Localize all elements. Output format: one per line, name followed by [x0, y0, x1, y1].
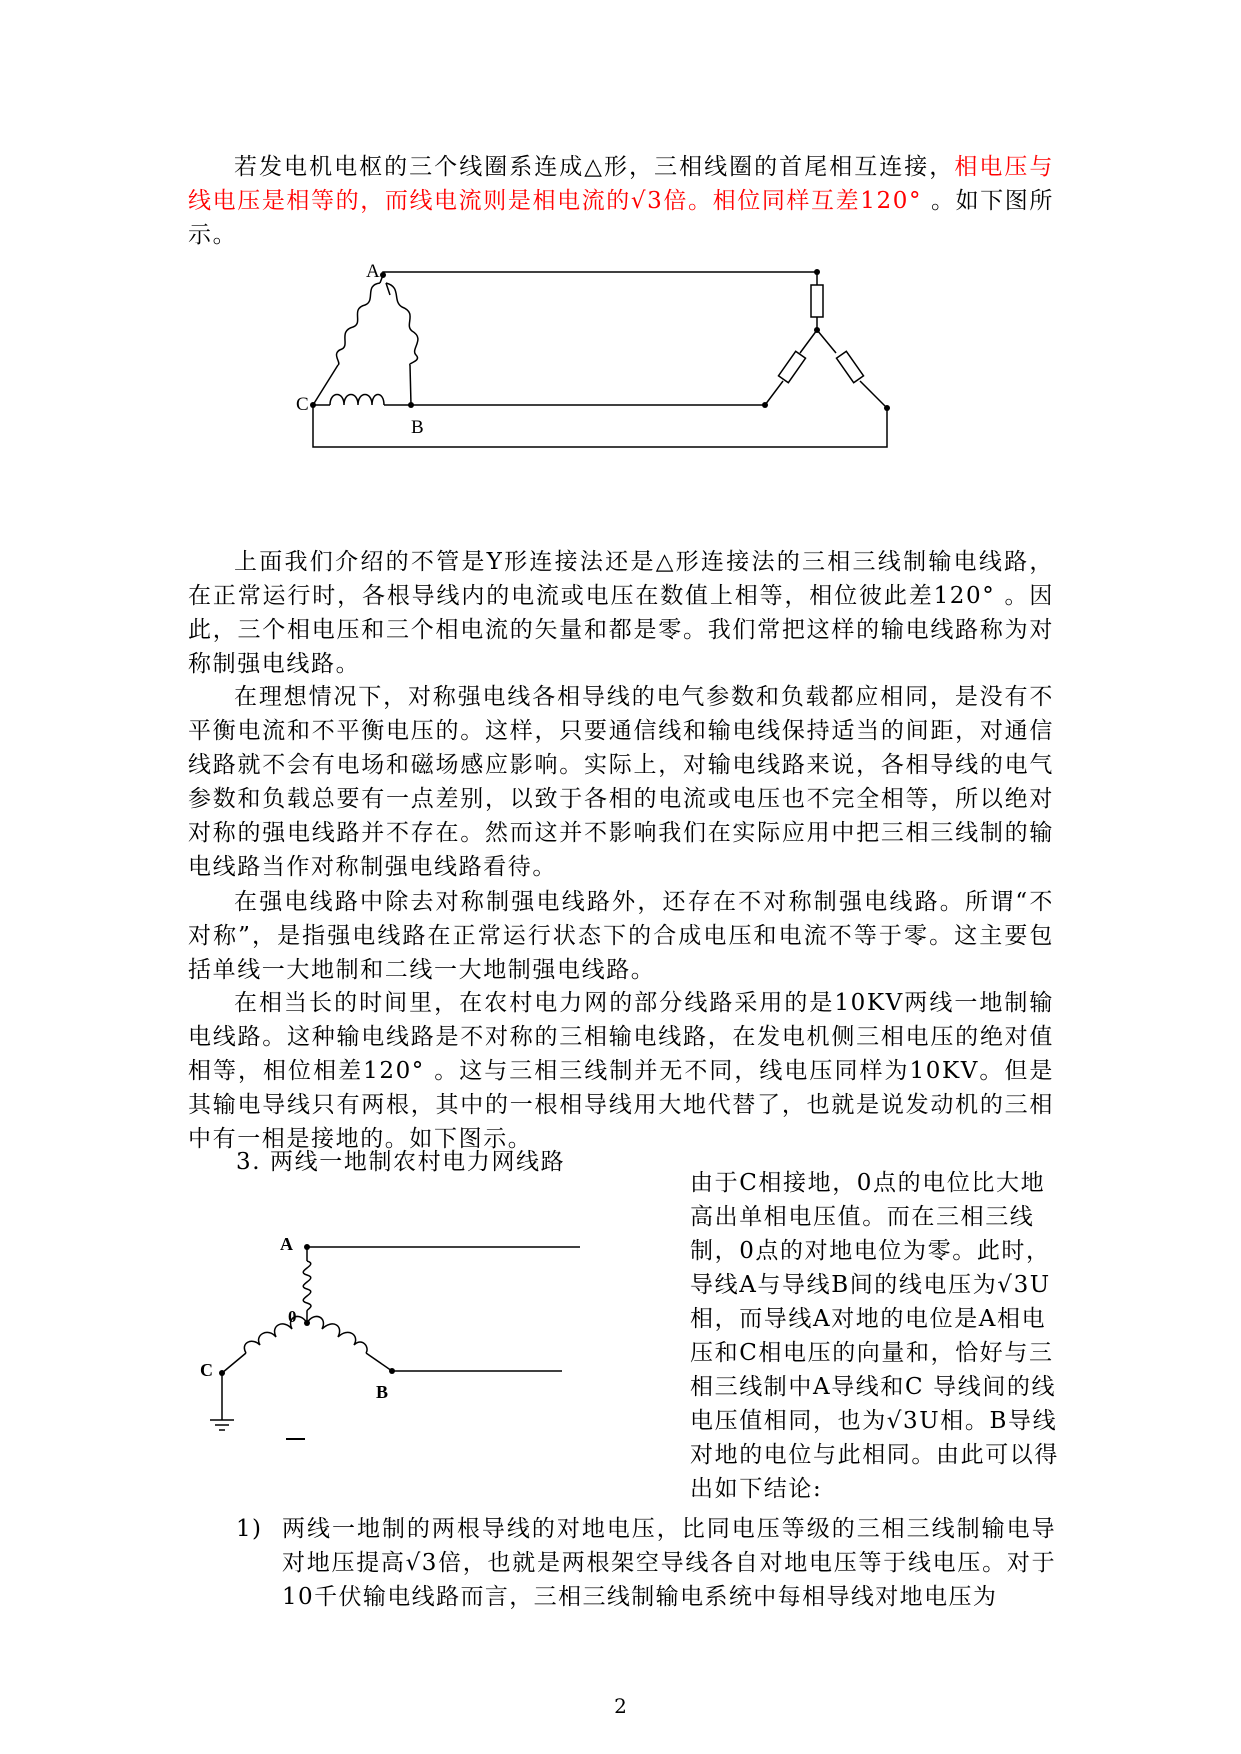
node-label-b: B: [411, 417, 424, 438]
paragraph-ideal-conditions: 在理想情况下，对称强电线各相导线的电气参数和负载都应相同，是没有不平衡电流和不平衡电压的。这样，只要通信线和输电线保持适当的间距，对通信线路就不会有电场和磁场感应影响。实际上，对输电线路来说，各相导线的电气参数和负载总要有一点差别，以致于各相的电流或电压也不完全相等，所以绝对对称的强电线路并不存在。然而这并不影响我们在实际应用中把三相三线制的输电线路当作对称制强电线路看待。: [188, 684, 1054, 880]
paragraph-delta-connection: [188, 150, 1054, 252]
node-label-c: C: [200, 1360, 213, 1380]
section-heading: 3. 两线一地制农村电力网线路: [236, 1149, 566, 1175]
paragraph-asymmetric-lines: 在强电线路中除去对称制强电线路外，还存在不对称制强电线路。所谓“不对称”，是指强电线路在正常运行状态下的合成电压和电流不等于零。这主要包括单线一大地制和二线一大地制强电线路。: [188, 889, 1054, 983]
two-wire-earth-diagram: [190, 1225, 610, 1465]
list-item-text: 两线一地制的两根导线的对地电压，比同电压等级的三相三线制输电导对地压提高√3倍，也就是两根架空导线各自对地电压等于线电压。对于10千伏输电线路而言，三相三线制输电系统中每相导线对地电压为: [282, 1516, 1056, 1610]
para1-text: 若发电机电枢的三个线圈系连成△形，三相线圈的首尾相互连接，: [234, 154, 955, 180]
node-label-a: A: [280, 1234, 293, 1254]
node-label-b: B: [376, 1382, 389, 1402]
node-label-a: A: [366, 261, 380, 282]
conclusion-list: [236, 1512, 1056, 1614]
para1-highlight: 相电压与线电压是相等的，而线电流则是相电流的√3倍。相位同样互差120°: [188, 154, 1054, 214]
page-number: 2: [614, 1694, 627, 1718]
paragraph-symmetric-lines: 上面我们介绍的不管是Y形连接法还是△形连接法的三相三线制输电线路，在正常运行时，各根导线内的电流或电压在数值上相等，相位彼此差120° 。因此，三个相电压和三个相电流的矢量和都是零。我们常把这样的输电线路称为对称制强电线路。: [188, 549, 1054, 677]
delta-connection-diagram: [280, 255, 920, 485]
side-explanation: 由于C相接地，0点的电位比大地高出单相电压值。而在三相三线制，0点的对地电位为零。此时，导线A与导线B间的线电压为√3U相，而导线A对地的电位是A相电压和C相电压的向量和，恰好与三相三线制中A导线和C 导线间的线电压值相同，也为√3U相。B导线对地的电位与此相同。由此可以得出如下结论:: [690, 1170, 1059, 1502]
paragraph-rural-grid: 在相当长的时间里，在农村电力网的部分线路采用的是10KV两线一地制输电线路。这种输电线路是不对称的三相输电线路，在发电机侧三相电压的绝对值相等，相位相差120° 。这与三相三线制并无不同，线电压同样为10KV。但是其输电导线只有两根，其中的一根相导线用大地代替了，也就是说发动机的三相中有一相是接地的。如下图示。: [188, 990, 1054, 1152]
list-item-number: 1): [236, 1516, 263, 1542]
node-label-c: C: [296, 394, 309, 415]
para1-tail: 。如下图所示。: [188, 188, 1054, 248]
node-label-o: 0: [288, 1307, 297, 1326]
